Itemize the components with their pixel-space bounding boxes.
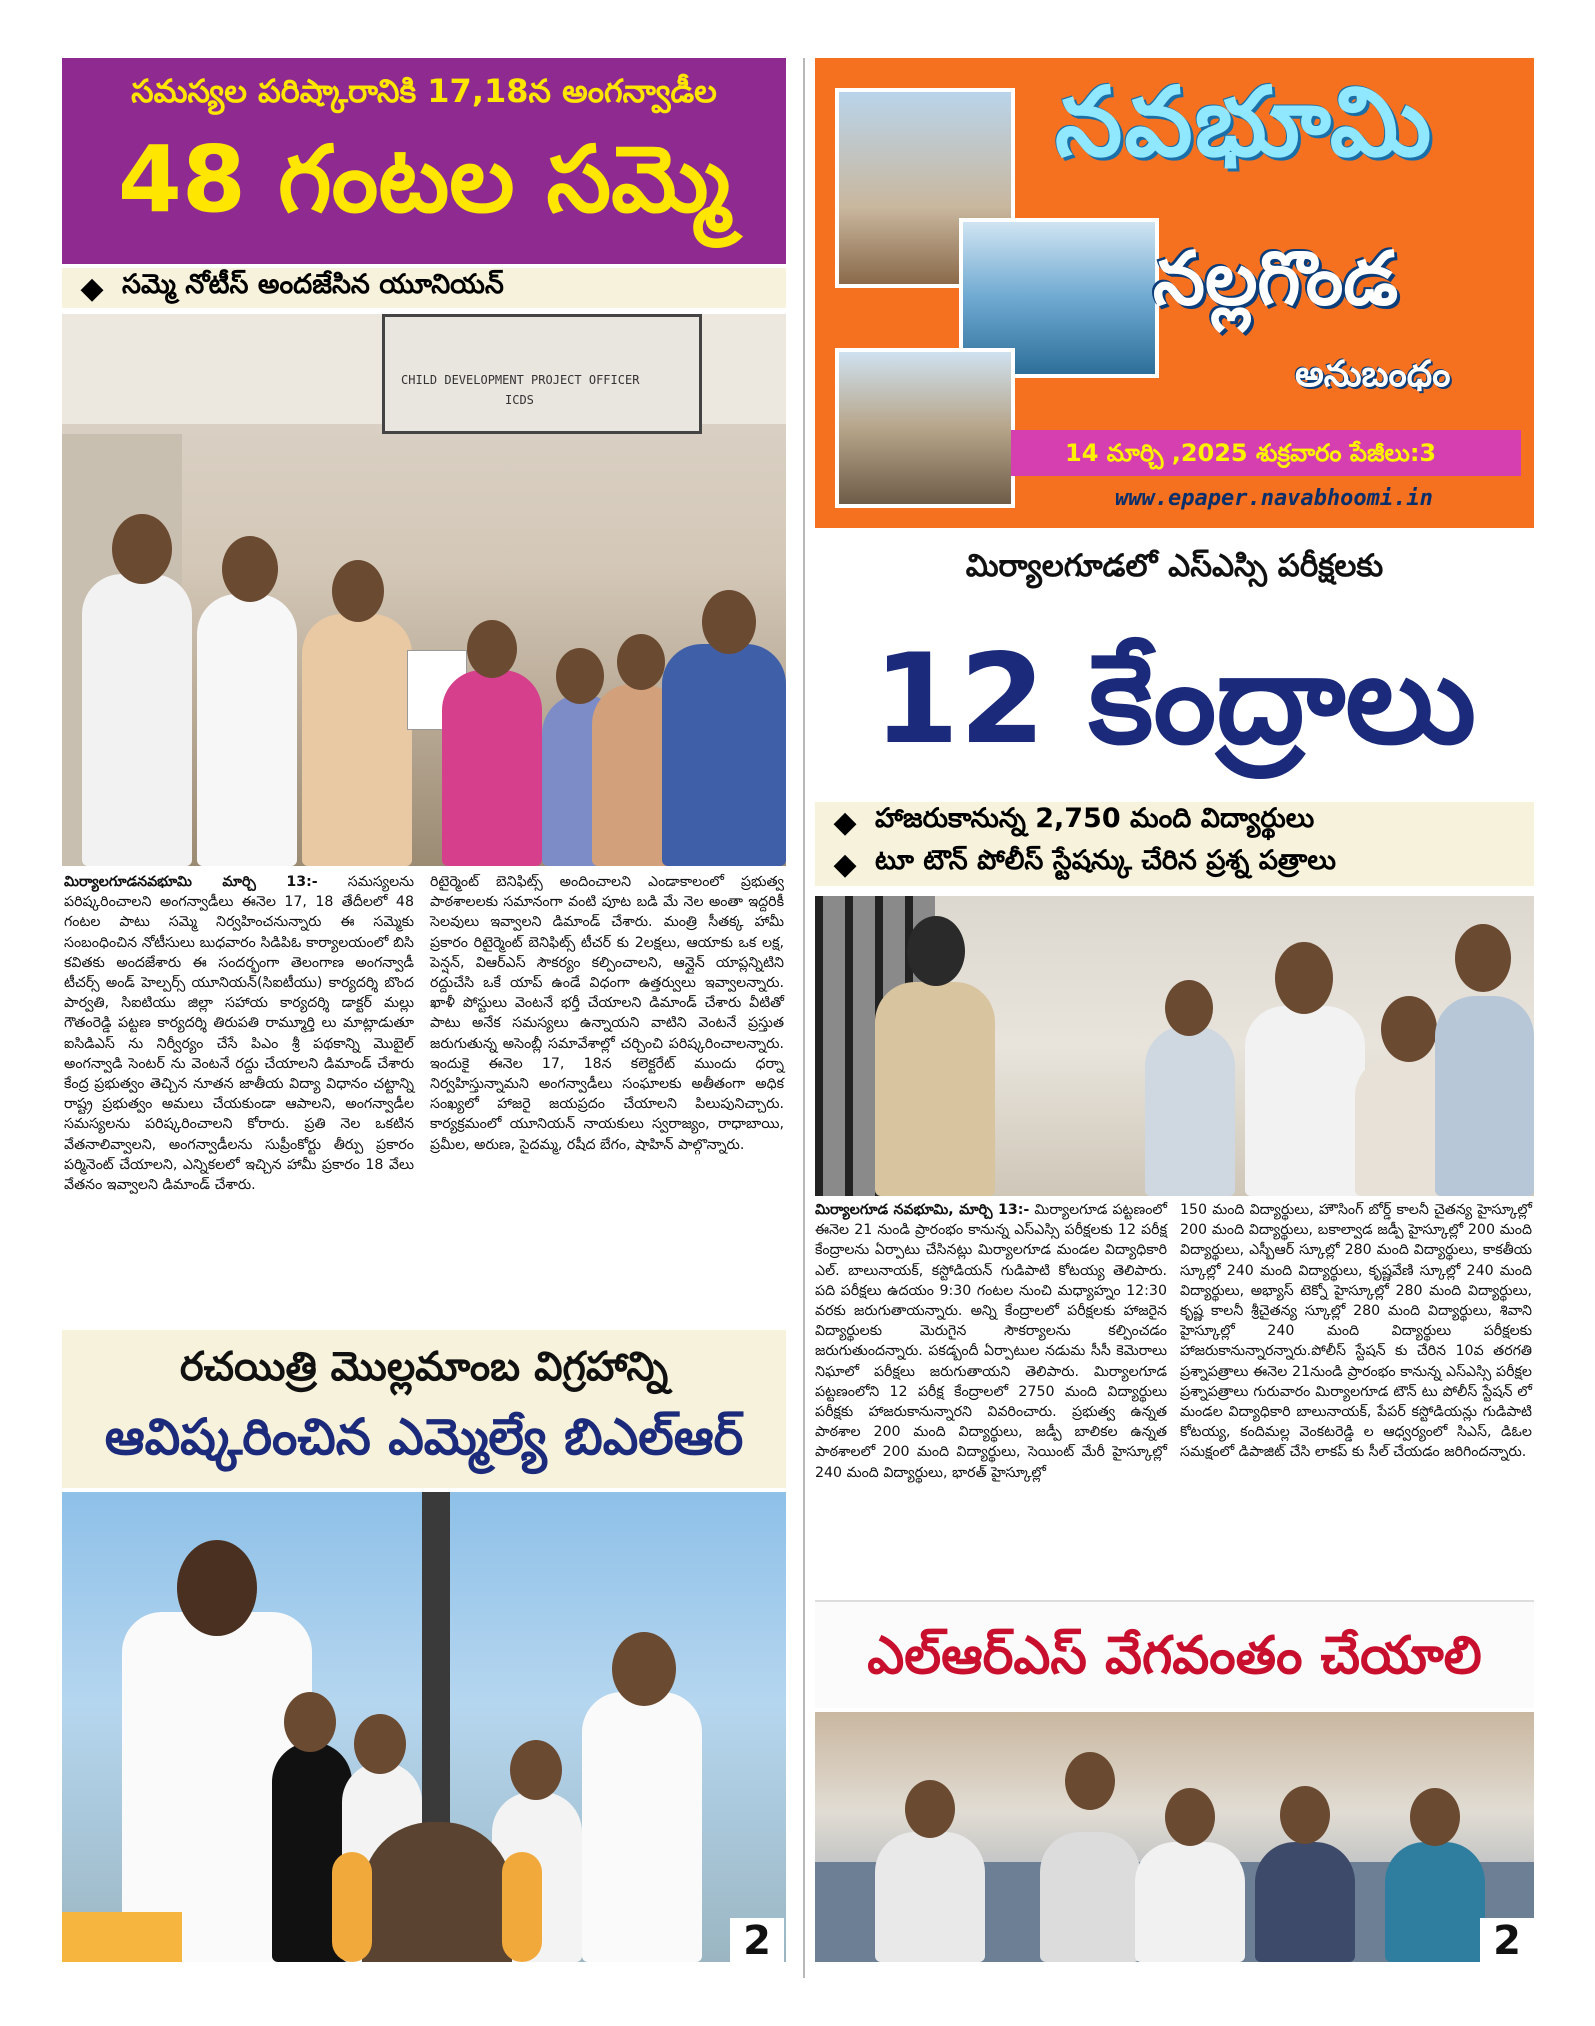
office-signboard: [382, 314, 702, 434]
diamond-bullet-icon: ◆: [80, 270, 104, 306]
diamond-bullet-icon: ◆: [833, 804, 857, 840]
strike-article-col2: [430, 872, 784, 1155]
strike-article-col1: [64, 872, 414, 1195]
masthead-supplement: అనుబంధం: [1295, 354, 1451, 395]
ssc-body-1: మిర్యాలగూడ పట్టణంలో ఈనెల 21 నుండి ప్రారంభం కానున్న ఎస్ఎస్సి పరీక్షలకు 12 పరీక్ష కేంద్రాలను ఏర్పాటు చేసినట్లు మిర్యాలగూడ మండల విద్యాధికారి ఎల్. బాలునాయక్, కస్టోడియన్ గుడిపాటి కోటయ్య తెలిపారు. పది పరీక్షలు ఉదయం 9:30 గంటల నుంచి మధ్యాహ్నం 12:30 వరకు జరుగుతాయన్నారు. అన్ని కేంద్రాలలో పరీక్షలకు హాజరైన విద్యార్థులకు మెరుగైన సౌకర్యాలను కల్పించడం జరుగుతుందన్నారు. పకడ్బందీ ఏర్పాటుల నడుమ సీసీ కెమెరాలు నిఘాలో పరీక్షలు జరుగుతాయని తెలిపారు. మిర్యాలగూడ పట్టణంలోని 12 పరీక్ష కేంద్రాలలో 2750 మంది విద్యార్థులు పరీక్షకు హాజరుకానున్నారని వివరించారు. ప్రభుత్వ ఉన్నత పాఠశాల 200 మంది విద్యార్థులు, జడ్పీ బాలికల ఉన్నత పాఠశాలలో 200 మంది విద్యార్థులు, సెయింట్ మేరీ హైస్కూల్లో 240 మంది విద్యార్థులు, భారత్ హైస్కూల్లో: [815, 1202, 1167, 1481]
lrs-photo: [815, 1712, 1534, 1962]
strike-headline-box: [62, 58, 786, 264]
masthead-url[interactable]: www.epaper.navabhoomi.in: [1115, 486, 1433, 511]
statue-headline-box: [62, 1330, 786, 1488]
masthead-date: 14 మార్చి ,2025 శుక్రవారం పేజీలు:3: [1011, 430, 1521, 476]
diamond-bullet-icon: ◆: [833, 846, 857, 882]
masthead: [815, 58, 1534, 528]
ssc-title: 12 కేంద్రాలు: [872, 628, 1477, 772]
statue-figure: [362, 1822, 512, 1962]
strike-kicker: సమస్యల పరిష్కారానికి 17,18న అంగన్వాడీల: [131, 72, 717, 110]
strike-bullet: [62, 268, 786, 308]
lrs-title: ఎల్ఆర్ఎస్ వేగవంతం చేయాలి: [867, 1626, 1482, 1686]
ssc-article-col2: [1180, 1200, 1532, 1463]
strike-bullet-text: సమ్మె నోటీస్ అందజేసిన యూనియన్: [122, 269, 504, 300]
lrs-headline-box: [815, 1600, 1534, 1708]
statue-line2: ఆవిష్కరించిన ఎమ్మెల్యే బిఎల్ఆర్: [104, 1408, 744, 1466]
ssc-bullet-1: [815, 802, 1534, 842]
ssc-kicker: మిర్యాలగూడలో ఎస్ఎస్సి పరీక్షలకు: [965, 548, 1384, 584]
ssc-body-2: 150 మంది విద్యార్థులు, హౌసింగ్ బోర్డ్ కాలనీ చైతన్య హైస్కూల్లో 200 మంది విద్యార్థులు, బకాల్వాడ జడ్పీ హైస్కూల్లో 200 మంది విద్యార్థులు, ఎస్బీఆర్ స్కూల్లో 280 మంది విద్యార్థులు, కాకతీయ స్కూల్లో 240 మంది విద్యార్థులు, కృష్ణవేణి స్కూల్లో 240 మంది విద్యార్థులు, అభ్యాస్ టెక్నో హైస్కూల్లో 280 మంది విద్యార్థులు, కృష్ణ కాలనీ శ్రీచైతన్య స్కూల్లో 280 మంది విద్యార్థులు, శివాని హైస్కూల్లో 240 మంది విద్యార్థులు పరీక్షలకు హాజరుకానున్నారన్నారు.పోలీస్ స్టేషన్ కు చేరిన 10వ తరగతి ప్రశ్నాపత్రాలు ఈనెల 21నుండి ప్రారంభం కానున్న ఎస్ఎస్సి పరీక్షల ప్రశ్నాపత్రాలు గురువారం మిర్యాలగూడ టౌన్ టు పోలీస్ స్టేషన్ లో మండల విద్యాధికారి బాలునాయక్, పేపర్ కస్టోడియన్లు గుడిపాటి కోటయ్య, కందిమల్ల వెంకటరెడ్డి ల ఆధ్వర్యంలో సిఎస్, డిఓల సమక్షంలో డిపాజిట్ చేసి లాకప్ కు సీల్ చేయడం జరిగిందన్నారు.: [1180, 1202, 1532, 1461]
column-divider: [803, 58, 805, 1978]
strike-body-1: సమస్యలను పరిష్కరించాలని అంగన్వాడీలు ఈనెల 17, 18 తేదీలలో 48 గంటల పాటు సమ్మె నిర్వహించనున్నారు ఈ సమ్మెకు సంబంధించిన నోటీసులు బుధవారం సిడిపిఓ కార్యాలయంలో బిసి కవితకు అందజేశారు ఈ సందర్భంగా తెలంగాణ అంగన్వాడీ టీచర్స్ అండ్ హెల్పర్స్ యూనియన్(సిఐటీయు) కార్యదర్శి బొంద పార్వతి, సిఐటియు జిల్లా సహాయ కార్యదర్శి డాక్టర్ మల్లు గౌతంరెడ్డి పట్టణ కార్యదర్శి తిరుపతి రామ్మూర్తి లు మాట్లాడుతూ ఐసిడిఎస్ ను నిర్వీర్యం చేసే పిఎం శ్రీ పథకాన్ని మొబైల్ అంగన్వాడి సెంటర్ ను వెంటనే రద్దు చేయాలని డిమాండ్ చేశారు కేంద్ర ప్రభుత్వం తెచ్చిన నూతన జాతీయ విద్యా విధానం చట్టాన్ని రాష్ట్ర ప్రభుత్వం అమలు చేయకుండా ఆపాలని, అంగన్వాడీల సమస్యలను పరిష్కరించాలని కోరారు. ప్రతి నెల ఒకటిన వేతనాలివ్వాలని, అంగన్వాడీలను సుప్రీంకోర్టు తీర్పు ప్రకారం పర్మినెంట్ చేయాలని, ఎన్నికలలో ఇచ్చిన హామీ ప్రకారం 18 వేలు వేతనం ఇవ్వాలని డిమాండ్ చేశారు.: [64, 874, 414, 1194]
ssc-bullet-2-text: టూ టౌన్ పోలీస్ స్టేషన్కు చేరిన ప్రశ్న పత్రాలు: [875, 845, 1336, 876]
strike-dateline: మిర్యాలగూడనవభూమి మార్చి 13:-: [64, 874, 318, 890]
ssc-bullet-2: [815, 842, 1534, 886]
page-number-left: 2: [730, 1918, 784, 1964]
ssc-dateline: మిర్యాలగూడ నవభూమి, మార్చి 13:-: [815, 1202, 1030, 1218]
ssc-article-col1: [815, 1200, 1167, 1483]
strike-title: 48 గంటల సమ్మె: [117, 126, 731, 233]
page-number-right: 2: [1480, 1918, 1534, 1964]
signboard-subtext: ICDS: [505, 393, 534, 407]
masthead-title: నవభూమి: [1055, 66, 1434, 178]
statue-line1: రచయిత్రి మొల్లమాంబ విగ్రహాన్ని: [179, 1344, 669, 1390]
signboard-text: CHILD DEVELOPMENT PROJECT OFFICER: [401, 373, 640, 387]
strike-photo: [62, 314, 786, 866]
ssc-photo: [815, 896, 1534, 1196]
masthead-image-fort: [835, 348, 1015, 508]
masthead-district: నల్లగొండ: [1153, 236, 1399, 322]
ssc-bullet-1-text: హాజరుకానున్న 2,750 మంది విద్యార్థులు: [875, 803, 1315, 834]
strike-body-2: రిటైర్మెంట్ బెనిఫిట్స్ అందించాలని ఎండాకాలంలో ప్రభుత్వ పాఠశాలలకు సమానంగా వంటి పూట బడి మే నెల అంతా ఇద్దరికీ సెలవులు ఇవ్వాలని డిమాండ్ చేశారు. మంత్రి సీతక్క హామీ ప్రకారం రిటైర్మెంట్ బెనిఫిట్స్ టీచర్ కు 2లక్షలు, ఆయాకు ఒక లక్ష, పెన్షన్, విఆర్ఎస్ సౌకర్యం కల్పించాలని, ఆన్లైన్ యాప్లన్నిటిని రద్దుచేసి ఒకే యాప్ ఉండే విధంగా ఉత్తర్వులు ఇవ్వాలన్నారు. ఖాళీ పోస్టులు వెంటనే భర్తీ చేయాలని డిమాండ్ చేశారు వీటితో పాటు అనేక సమస్యలు ఉన్నాయని వాటిని వెంటనే ప్రస్తుత జరుగుతున్న అసెంబ్లీ సమావేశాల్లో చర్చించి పరిష్కరించాలన్నారు. ఇందుకై ఈనెల 17, 18న కలెక్టరేట్ ముందు ధర్నా నిర్వహిస్తున్నామని అంగన్వాడీలు సంఘాలకు అతీతంగా అధిక సంఖ్యలో హాజరై జయప్రదం చేయాలని పిలుపునిచ్చారు. కార్యక్రమంలో యూనియన్ నాయకులు స్వరాజ్యం, రాధాబాయి, ప్రమీల, అరుణ, సైదమ్మ, రషీద బేగం, షాహిన్ పాల్గొన్నారు.: [430, 874, 784, 1153]
statue-photo: [62, 1492, 786, 1962]
